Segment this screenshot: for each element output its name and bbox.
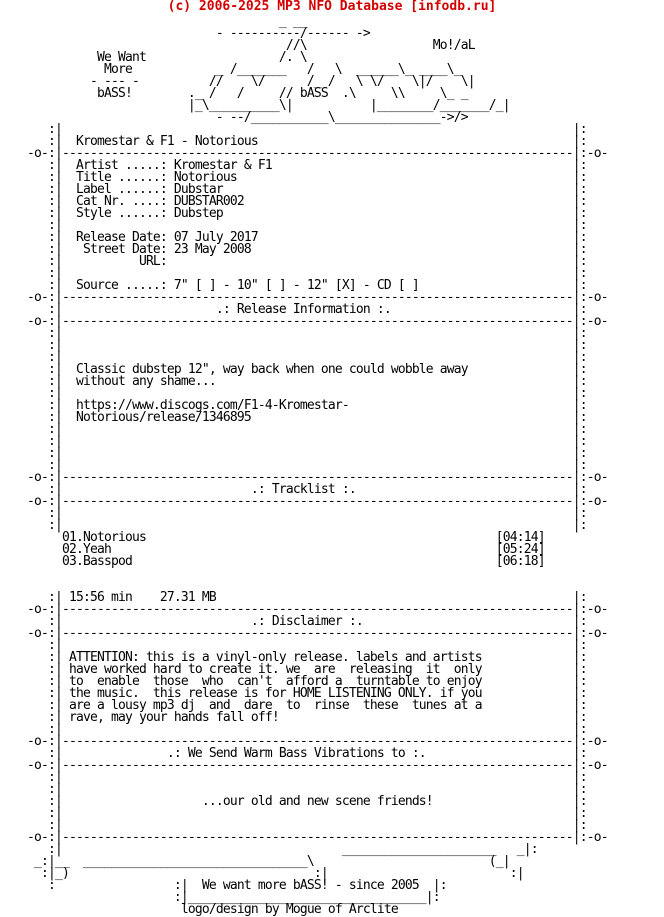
nfo-ascii-document: _ __ - ----------/------ -> //\ Mo!/aL We Want /. \ More _ /_______ / \ ______\_ ____\_ - --- - // \/ /_ / \ \/ \|/ \| bASS! ._ / / // bASS .\ \\ \_ _ |_\__________\| |________/_______/_| - --/___________\_______________->/> :| |: :| Kromestar & F1 - Notorious |: -o-:|-------------------------------------------------------------------------|:-o- :| Artist .....: Kromestar & F1 |: :| Title ......: Notorious |: :| Label ......: Dubstar |: :| Cat Nr. ....: DUBSTAR002 |: :| Style ......: Dubstep |: :| |: :| Release Date: 07 July 2017 |: :| Street Date: 23 May 2008 |: :| URL: |: :| |: :| Source .....: 7" [ ] - 10" [ ] - 12" [X] - CD [ ] |: -o-:|-------------------------------------------------------------------------|:-o- :| .: Release Information :. |: -o-:|-------------------------------------------------------------------------|:-o- :| |: :| |: :| |: :| Classic dubstep 12", way back when one could wobble away |: :| without any shame... |: :| |: :| https://www.discogs.com/F1-4-Kromestar- |: :| Notorious/release/1346895 |: :| |: :| |: :| |: :| |: -o-:|-------------------------------------------------------------------------|:-o- :| .: Tracklist :. |: -o-:|-------------------------------------------------------------------------|:-o- :| |: :| |: 01.Notorious [04:14] 02.Yeah [05:24] 03.Basspod [06:18] :| 15:56 min 27.31 MB |: -o-:|-------------------------------------------------------------------------|:-o- :| .: Disclaimer :. |: -o-:|-------------------------------------------------------------------------|:-o- :| |: :| ATTENTION: this is a vinyl-only release. labels and artists |: :| have worked hard to create it. we are releasing it only |: :| to enable those who can't afford a turntable to enjoy |: :| the music. this release is for HOME LISTENING ONLY. if you |: :| are a lousy mp3 dj and dare to rinse these tunes at a |: :| rave, may your hands fall off! |: :| |: -o-:|-------------------------------------------------------------------------|:-o- :| .: We Send Warm Bass Vibrations to :. |: -o-:|-------------------------------------------------------------------------|:-o- :| |: :| |: :| ...our old and new scene friends! |: :| |: :| |: -o-:|-------------------------------------------------------------------------|:-o- :| ______________________ _|: _:|__ ________________________________\ (_| :|_) :| :| : :| We want more bASS! - since 2005 |: :|__________________________________|: logo/design by Mogue of Arclite xyxy=(26,14,608,917)
copyright-header: (c) 2006-2025 MP3 NFO Database [infodb.ru] xyxy=(167,0,497,14)
